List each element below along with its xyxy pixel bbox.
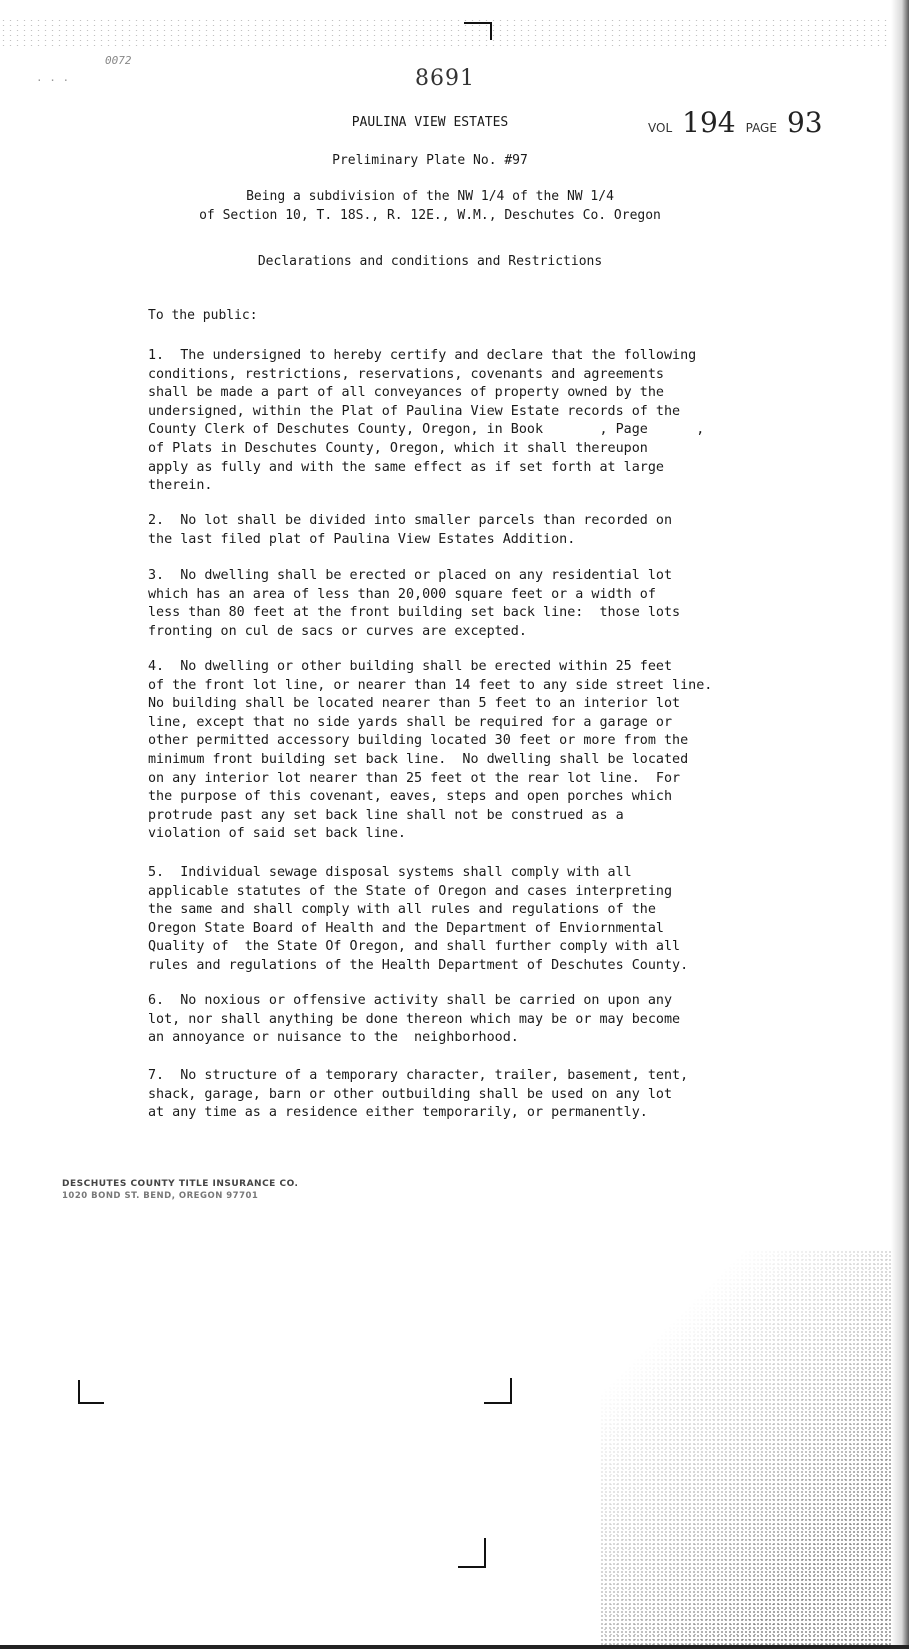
page-number: 93 (786, 106, 823, 139)
paragraph-6: 6. No noxious or offensive activity shall be carried on upon any lot, nor shall anything be done thereon which may be or may become an annoyance or nuisance to the neighborhood. (148, 993, 681, 1046)
plate-number: Preliminary Plate No. #97 (332, 153, 528, 168)
crop-mark-bottom-left (78, 1380, 104, 1404)
vol-label: VOL (648, 121, 673, 135)
paragraph-2: 2. No lot shall be divided into smaller parcels than recorded on the last filed plat of Paulina View Estates Addition. (148, 513, 673, 547)
crop-mark-bottom-middle (484, 1378, 512, 1404)
instrument-number-stamp: 8691 (415, 66, 475, 91)
crop-mark-top (464, 22, 492, 40)
vol-number: 194 (682, 106, 736, 139)
scan-edge-shadow (891, 0, 909, 1649)
title-company-name: DESCHUTES COUNTY TITLE INSURANCE CO. (62, 1179, 299, 1189)
scan-noise-top (0, 18, 909, 48)
scan-noise-bottom-right (600, 1250, 909, 1649)
faint-marks: · · · (36, 74, 70, 87)
title-company-address: 1020 BOND ST. BEND, OREGON 97701 (62, 1191, 259, 1201)
paragraph-5: 5. Individual sewage disposal systems shall comply with all applicable statutes of the State of Oregon and cases interpreting the same and shall comply with all rules and regulations of the Oregon State Board of Health and the Department of Enviornmental Quality of the State Of Oregon, and shall further comply with all rules and regulations of the Health Department of Deschutes County. (148, 865, 689, 973)
page-label: PAGE (745, 121, 777, 135)
paragraph-4: 4. No dwelling or other building shall be erected within 25 feet of the front lot line, or nearer than 14 feet to any side street line. No building shall be located nearer than 5 feet to an interior lot line, except that no side yards shall be required for a garage or other permitted accessory building located 30 feet or more from the minimum front building set back line. No dwelling shall be located on any interior lot nearer than 25 feet ot the rear lot line. For the purpose of this covenant, eaves, steps and open porches which protrude past any set back line shall not be construed as a violation of said set back line. (148, 659, 713, 842)
paragraph-1: 1. The undersigned to hereby certify and declare that the following conditions, restrictions, reservations, covenants and agreements shall be made a part of all conveyances of property owned by the undersigned, within the Plat of Paulina View Estate records of the County Clerk of Deschutes County, Oregon, in Book , Page , of Plats in Deschutes County, Oregon, which it shall thereupon apply as fully and with the same effect as if set forth at large therein. (148, 348, 705, 494)
scan-bottom-edge (0, 1645, 909, 1649)
crop-mark-bottom (458, 1538, 486, 1568)
salutation: To the public: (148, 308, 258, 323)
paragraph-7: 7. No structure of a temporary character, trailer, basement, tent, shack, garage, barn or other outbuilding shall be used on any lot at any time as a residence either temporarily, or permanently. (148, 1068, 689, 1121)
title-company-stamp (62, 1178, 298, 1202)
subdivision-line-2: of Section 10, T. 18S., R. 12E., W.M., Deschutes Co. Oregon (199, 208, 661, 223)
paragraph-3: 3. No dwelling shall be erected or placed on any residential lot which has an area of less than 20,000 square feet or a width of less than 80 feet at the front building set back line: those lots fronting on cul de sacs or curves are excepted. (148, 568, 681, 639)
declarations-heading: Declarations and conditions and Restrictions (257, 254, 603, 269)
faint-corner-number: 0072 (105, 54, 132, 67)
subdivision-line-1: Being a subdivision of the NW 1/4 of the NW 1/4 (246, 189, 614, 204)
document-title: PAULINA VIEW ESTATES (351, 115, 509, 130)
